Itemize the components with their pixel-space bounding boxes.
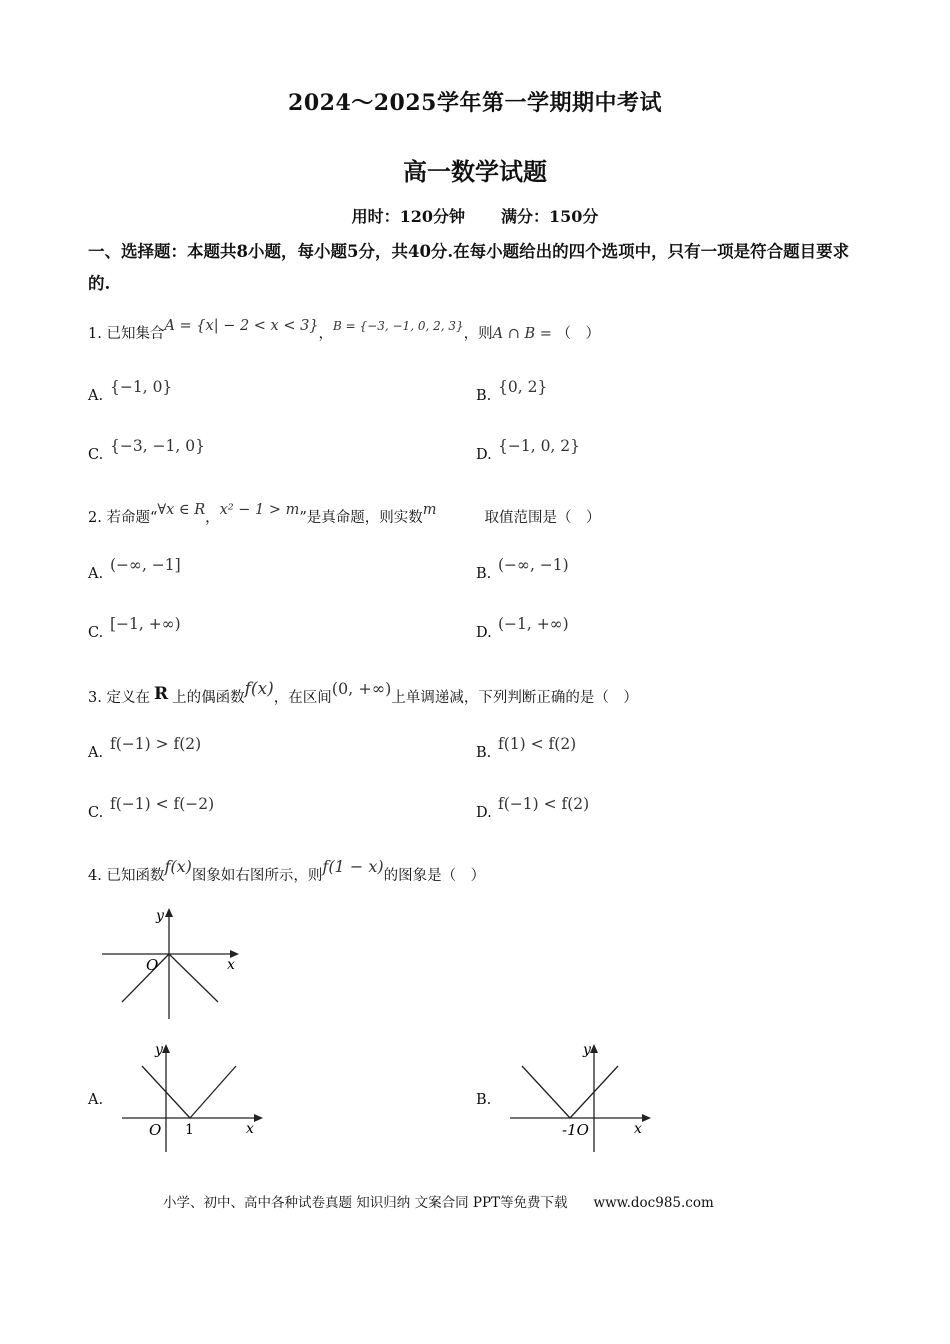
time-label: 用时：120分钟 bbox=[351, 207, 465, 226]
y-axis-arrow bbox=[590, 1044, 598, 1053]
option-label: B. bbox=[476, 388, 492, 404]
q4-option-a-graph bbox=[118, 1038, 270, 1156]
graph-right-branch bbox=[190, 1066, 236, 1118]
q3-sep2: ，在区间 bbox=[273, 690, 332, 706]
footer-text: 小学、初中、高中各种试卷真题 知识归纳 文案合同 PPT等免费下载 bbox=[163, 1195, 568, 1211]
option-label: B. bbox=[476, 1092, 492, 1108]
origin-label: O bbox=[146, 956, 159, 974]
q2-stem: 2. 若命题“ bbox=[88, 510, 158, 526]
option-label: A. bbox=[88, 388, 104, 404]
q2-sep2: ”是真命题，则实数 bbox=[299, 510, 423, 526]
q3-option-b[interactable] bbox=[476, 735, 577, 761]
option-label: D. bbox=[476, 447, 492, 463]
option-value: f(−1) > f(2) bbox=[110, 735, 202, 753]
y-axis-arrow bbox=[165, 908, 173, 917]
question-1 bbox=[88, 318, 600, 343]
option-value: {−3, −1, 0} bbox=[110, 437, 205, 455]
section-heading: 一、选择题：本题共8小题，每小题5分，共40分.在每小题给出的四个选项中，只有一项是符合题目要求的. bbox=[88, 242, 850, 293]
q4-func: f(x) bbox=[164, 857, 192, 876]
y-label: y bbox=[155, 1042, 163, 1058]
option-value: f(−1) < f(2) bbox=[498, 795, 590, 813]
option-value: {−1, 0} bbox=[110, 378, 173, 396]
option-value: {0, 2} bbox=[498, 378, 548, 396]
graph-left-branch bbox=[522, 1066, 570, 1118]
q4-option-b[interactable] bbox=[476, 1092, 498, 1108]
q3-option-c[interactable] bbox=[88, 795, 215, 821]
option-label: D. bbox=[476, 625, 492, 641]
option-value: (−∞, −1] bbox=[110, 556, 181, 574]
tick-label: 1 bbox=[185, 1122, 194, 1138]
option-value: (−∞, −1) bbox=[498, 556, 569, 574]
footer-url[interactable]: www.doc985.com bbox=[593, 1195, 714, 1211]
q4-option-b-graph bbox=[506, 1038, 658, 1156]
q1-set-b: B = {−3, −1, 0, 2, 3} bbox=[333, 319, 464, 333]
option-label: C. bbox=[88, 447, 104, 463]
option-value: f(−1) < f(−2) bbox=[110, 795, 215, 813]
option-label: A. bbox=[88, 1092, 104, 1108]
q3-end: 上单调递减，下列判断正确的是（ ） bbox=[391, 690, 638, 706]
q2-option-b[interactable] bbox=[476, 556, 569, 582]
q4-func-shifted: f(1 − x) bbox=[322, 857, 384, 876]
option-label: C. bbox=[88, 625, 104, 641]
question-2 bbox=[88, 502, 601, 527]
option-label: B. bbox=[476, 745, 492, 761]
x-label: x bbox=[634, 1121, 642, 1137]
y-label: y bbox=[583, 1042, 591, 1058]
option-label: D. bbox=[476, 805, 492, 821]
q1-sep1: ， bbox=[318, 326, 334, 342]
graph-right-branch bbox=[169, 954, 218, 1002]
q3-func: f(x) bbox=[244, 679, 274, 699]
q1-intersection: A ∩ B = bbox=[492, 326, 552, 342]
q1-set-a: A = {x| − 2 < x < 3} bbox=[164, 318, 319, 334]
q2-option-c[interactable] bbox=[88, 615, 181, 641]
q2-quantifier: ∀x ∈ R bbox=[157, 502, 206, 518]
option-label: A. bbox=[88, 745, 104, 761]
q2-sep1: ， bbox=[205, 510, 220, 526]
footer bbox=[163, 1191, 714, 1211]
q4-stem: 4. 已知函数 bbox=[88, 868, 165, 884]
q2-inequality: x² − 1 > m bbox=[219, 502, 300, 518]
y-label: y bbox=[156, 908, 164, 924]
score-label: 满分：150分 bbox=[501, 207, 599, 226]
q2-option-a[interactable] bbox=[88, 556, 181, 582]
option-label: B. bbox=[476, 566, 492, 582]
q2-option-d[interactable] bbox=[476, 615, 569, 641]
q4-option-a[interactable] bbox=[88, 1092, 110, 1108]
q3-option-d[interactable] bbox=[476, 795, 590, 821]
q2-var-m: m bbox=[422, 502, 437, 518]
option-value: [−1, +∞) bbox=[110, 615, 181, 633]
x-label: x bbox=[246, 1121, 254, 1137]
question-3 bbox=[88, 679, 638, 707]
q4-main-graph bbox=[96, 904, 246, 1024]
q3-interval: (0, +∞) bbox=[331, 679, 392, 698]
q1-stem: 1. 已知集合 bbox=[88, 326, 165, 342]
q1-option-b[interactable] bbox=[476, 378, 548, 404]
option-label: A. bbox=[88, 566, 104, 582]
x-label: x bbox=[227, 957, 235, 973]
q1-option-a[interactable] bbox=[88, 378, 173, 404]
q1-option-c[interactable] bbox=[88, 437, 205, 463]
q3-option-a[interactable] bbox=[88, 735, 202, 761]
exam-subtitle: 高一数学试题 bbox=[403, 157, 547, 186]
option-label: C. bbox=[88, 805, 104, 821]
q4-sep2: 的图象是（ ） bbox=[383, 868, 486, 884]
x-axis-arrow bbox=[642, 1114, 651, 1122]
option-value: (−1, +∞) bbox=[498, 615, 569, 633]
origin-label: O bbox=[149, 1121, 162, 1139]
q3-stem: 3. 定义在 bbox=[88, 690, 150, 706]
q2-end: 取值范围是（ ） bbox=[484, 510, 601, 526]
exam-title: 2024～2025学年第一学期期中考试 bbox=[288, 90, 662, 116]
option-value: {−1, 0, 2} bbox=[498, 437, 581, 455]
q3-sep1: 上的偶函数 bbox=[172, 690, 245, 706]
question-4 bbox=[88, 857, 486, 885]
q1-option-d[interactable] bbox=[476, 437, 581, 463]
origin-label: -1O bbox=[562, 1121, 589, 1139]
q4-sep1: 图象如右图所示，则 bbox=[191, 868, 323, 884]
q1-end: （ ） bbox=[556, 326, 600, 342]
option-value: f(1) < f(2) bbox=[498, 735, 577, 753]
x-axis-arrow bbox=[254, 1114, 263, 1122]
y-axis-arrow bbox=[162, 1044, 170, 1053]
q1-sep2: ，则 bbox=[463, 326, 493, 342]
q3-real-set: R bbox=[153, 684, 169, 704]
exam-meta bbox=[0, 204, 950, 227]
